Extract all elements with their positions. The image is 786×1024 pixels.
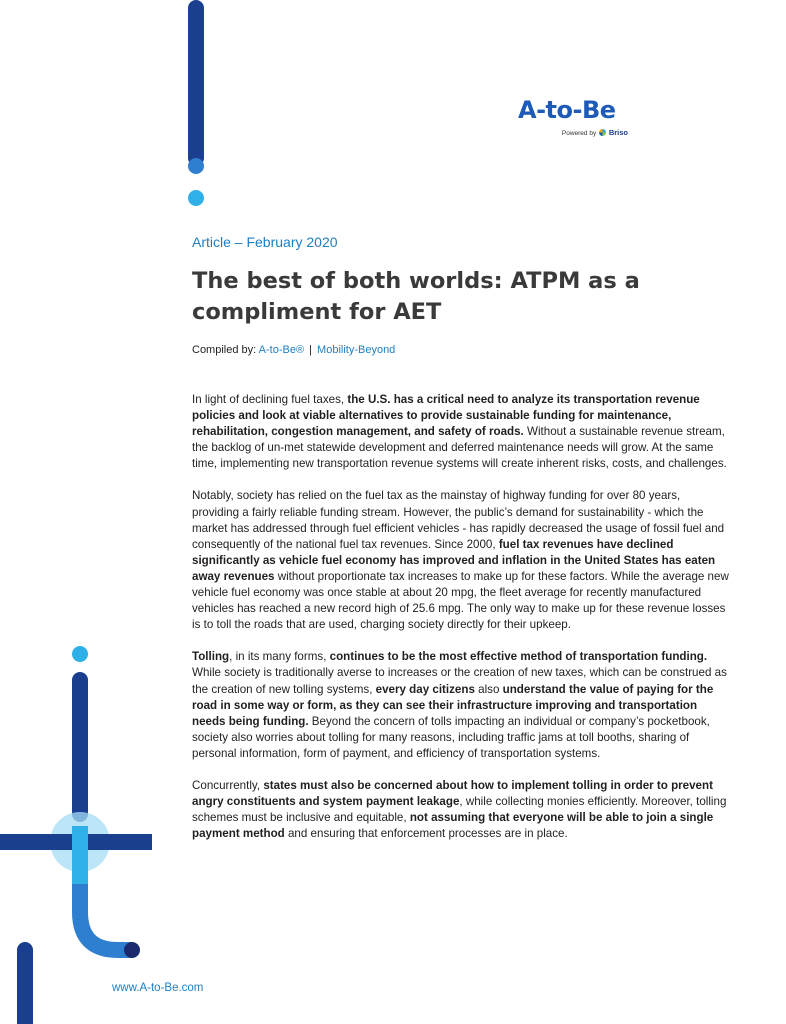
article-date: Article – February 2020 (192, 234, 338, 250)
bottom-navy-bar (17, 942, 33, 1024)
text-run: , while collecting monies efficiently. Moreover, tolling schemes must be inclusive and equitable, (192, 795, 727, 825)
compiled-org-link[interactable]: A-to-Be® (258, 344, 305, 356)
compiled-separator: | (309, 344, 312, 356)
cross-top-dot (72, 646, 88, 662)
text-run: Without a sustainable revenue stream, the backlog of un-met statewide development and deferred maintenance needs will grow. At the same time, implementing new transportation revenue systems will create inherent risks, costs, and challenges. (192, 425, 727, 471)
bold-text: every day citizens (375, 682, 475, 696)
briso-icon (599, 129, 606, 136)
bold-text: Tolling (192, 650, 230, 664)
top-navy-bar (188, 0, 204, 166)
body-paragraph (192, 649, 730, 762)
text-run: without proportionate tax increases to make up for these factors. While the average new vehicle fuel economy was once stable at about 20 mpg, the fleet average for recently manufactured vehicles has reached a new record high of 25.6 mpg. The only way to make up for these revenue losses is to toll the roads that are used, charging society directly for their upkeep. (192, 569, 729, 632)
article-body (192, 392, 730, 858)
website-link[interactable]: www.A-to-Be.com (112, 982, 204, 994)
page-title: The best of both worlds: ATPM as a compliment for AET (192, 268, 640, 325)
powered-by-line (518, 128, 628, 137)
bold-text: the U.S. has a critical need to analyze its transportation revenue policies and look at viable alternatives to provide sustainable funding for maintenance, rehabilitation, congestion management, and safety of roads. (192, 393, 700, 439)
text-run: Beyond the concern of tolls impacting an individual or company’s pocketbook, society also worries about tolling for many reasons, including traffic jams at toll booths, sharing of personal information, form of payment, and efficiency of transportation systems. (192, 714, 710, 760)
body-paragraph (192, 392, 730, 472)
top-bar-dot (188, 158, 204, 174)
text-run: In light of declining fuel taxes, (192, 393, 348, 406)
a-to-be-logo (518, 96, 634, 137)
briso-label: Briso (608, 128, 628, 137)
bold-text: fuel tax revenues have declined significantly as vehicle fuel economy has improved and inflation in the United States has eaten away revenues (192, 537, 716, 583)
powered-by-label: Powered by (561, 130, 597, 137)
logo-wordmark: A-to-Be (518, 96, 616, 124)
cross-vertical-light (72, 826, 88, 884)
bold-text: understand the value of paying for the road in some way or form, as they can see their infrastructure improving and transportation needs being funding. (192, 682, 714, 728)
bold-text: states must also be concerned about how to implement tolling in order to prevent angry constituents and system payment leakage (192, 778, 713, 809)
mobility-beyond-link[interactable]: Mobility-Beyond (317, 344, 396, 356)
compiled-by-line (192, 344, 395, 356)
text-run: Notably, society has relied on the fuel tax as the mainstay of highway funding for over 80 years, providing a fairly reliable funding stream. However, the public’s demand for sustainability - which the market has addressed through fuel efficient vehicles - has rapidly decreased the usage of fossil fuel and consequently of the national fuel tax revenues. Since 2000, (192, 489, 725, 551)
text-run: also (474, 682, 503, 696)
body-paragraph (192, 488, 730, 633)
text-run: , in its many forms, (229, 650, 330, 664)
cross-vertical-navy (72, 672, 88, 822)
compiled-label: Compiled by: (192, 344, 257, 356)
cross-curve (80, 884, 132, 950)
top-light-dot (188, 190, 204, 206)
bold-text: not assuming that everyone will be able to join a single payment method (192, 811, 714, 841)
bold-text: continues to be the most effective method of transportation funding. (329, 650, 708, 664)
text-run: While society is traditionally averse to increases or the creation of new taxes, which can be construed as the creation of new tolling systems, (192, 666, 727, 696)
cross-end-dot (124, 942, 140, 958)
text-run: Concurrently, (192, 778, 264, 792)
body-paragraph (192, 778, 730, 842)
text-run: and ensuring that enforcement processes are in place. (284, 827, 568, 841)
